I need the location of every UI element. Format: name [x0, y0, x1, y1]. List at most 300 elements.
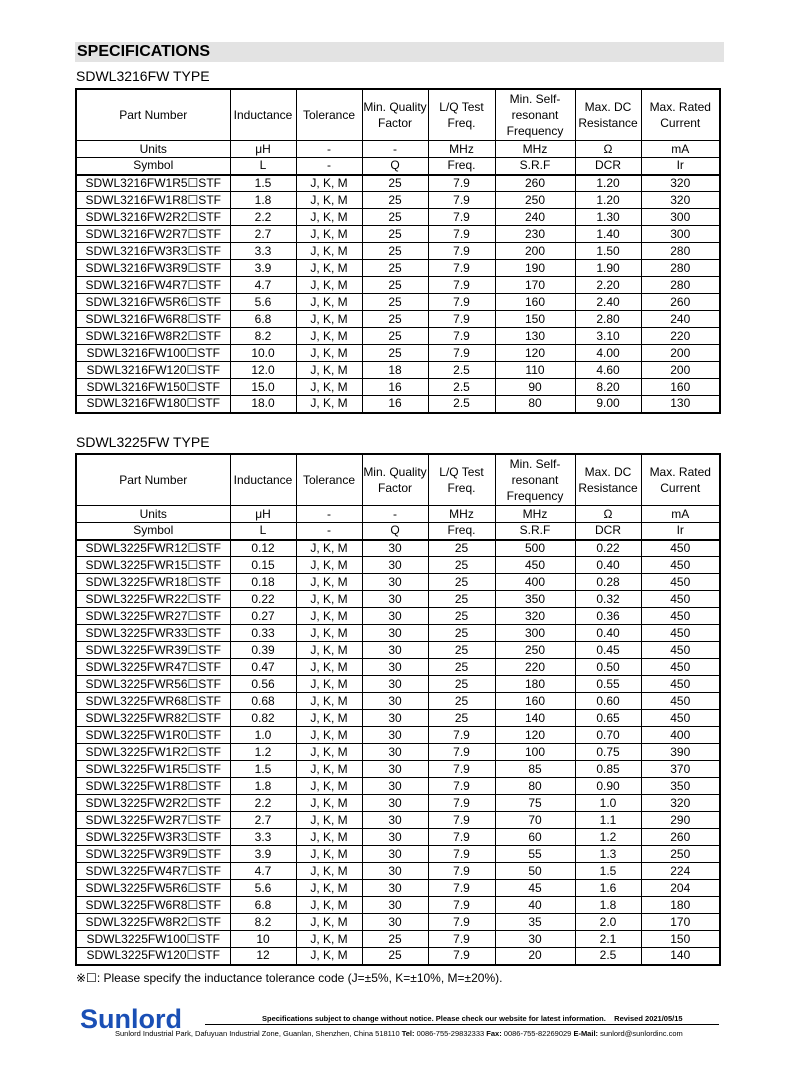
- table-cell: 450: [641, 591, 720, 608]
- table-cell: 30: [362, 914, 428, 931]
- table-cell: 200: [641, 345, 720, 362]
- table-cell: SDWL3225FWR18☐STF: [76, 574, 230, 591]
- table-cell: SDWL3225FW1R8☐STF: [76, 778, 230, 795]
- table-cell: 50: [495, 863, 575, 880]
- table-cell: μH: [230, 506, 296, 523]
- table-cell: 30: [362, 846, 428, 863]
- table-cell: 250: [495, 192, 575, 209]
- table-row: [76, 880, 720, 897]
- table-cell: SDWL3216FW2R7☐STF: [76, 226, 230, 243]
- column-header: L/Q Test Freq.: [428, 89, 495, 141]
- table-cell: S.R.F: [495, 158, 575, 175]
- table-cell: 7.9: [428, 931, 495, 948]
- table-cell: 7.9: [428, 948, 495, 965]
- table-cell: J, K, M: [296, 175, 362, 192]
- symbol-row: [76, 158, 720, 175]
- table-cell: Units: [76, 506, 230, 523]
- table-row: [76, 659, 720, 676]
- table-cell: SDWL3216FW100☐STF: [76, 345, 230, 362]
- table-cell: SDWL3225FWR82☐STF: [76, 710, 230, 727]
- table-cell: DCR: [575, 158, 641, 175]
- address-text: Sunlord Industrial Park, Dafuyuan Industrial Zone, Guanlan, Shenzhen, China 518110: [115, 1029, 400, 1038]
- table-cell: 45: [495, 880, 575, 897]
- table-cell: 230: [495, 226, 575, 243]
- table-cell: 25: [362, 345, 428, 362]
- table-cell: 220: [641, 328, 720, 345]
- table-cell: 25: [362, 311, 428, 328]
- table-cell: SDWL3216FW3R3☐STF: [76, 243, 230, 260]
- table-cell: 30: [362, 625, 428, 642]
- table-row: [76, 226, 720, 243]
- table-cell: 250: [641, 846, 720, 863]
- table-cell: Q: [362, 523, 428, 540]
- table-cell: J, K, M: [296, 277, 362, 294]
- table-cell: 80: [495, 396, 575, 413]
- table-cell: 2.2: [230, 209, 296, 226]
- table-cell: J, K, M: [296, 846, 362, 863]
- table-cell: 280: [641, 277, 720, 294]
- table-cell: 3.9: [230, 846, 296, 863]
- table-cell: 25: [362, 209, 428, 226]
- column-header: Min. Self-resonant Frequency: [495, 454, 575, 506]
- table-cell: J, K, M: [296, 693, 362, 710]
- table-cell: SDWL3225FWR33☐STF: [76, 625, 230, 642]
- table-cell: 450: [641, 540, 720, 557]
- table-cell: 350: [641, 778, 720, 795]
- table-cell: 200: [495, 243, 575, 260]
- table-cell: SDWL3225FW1R2☐STF: [76, 744, 230, 761]
- table-cell: J, K, M: [296, 540, 362, 557]
- table-cell: 10.0: [230, 345, 296, 362]
- table-cell: 25: [428, 710, 495, 727]
- footer-divider: [205, 1024, 719, 1025]
- table-cell: L: [230, 158, 296, 175]
- table-cell: J, K, M: [296, 914, 362, 931]
- table-cell: 7.9: [428, 914, 495, 931]
- table-row: [76, 846, 720, 863]
- table-cell: 25: [362, 931, 428, 948]
- table-cell: 25: [428, 608, 495, 625]
- table-cell: 30: [362, 744, 428, 761]
- table-cell: 4.7: [230, 277, 296, 294]
- sunlord-logo: Sunlord: [80, 1004, 182, 1034]
- tel-label: Tel:: [401, 1029, 415, 1038]
- units-row: [76, 141, 720, 158]
- table-cell: 30: [362, 608, 428, 625]
- table-cell: J, K, M: [296, 362, 362, 379]
- table-cell: S.R.F: [495, 523, 575, 540]
- table-cell: 1.20: [575, 192, 641, 209]
- table-cell: SDWL3216FW150☐STF: [76, 379, 230, 396]
- notice-text: Specifications subject to change without notice. Please check our website for latest information.: [262, 1014, 606, 1023]
- table-row: [76, 362, 720, 379]
- table-cell: SDWL3225FW4R7☐STF: [76, 863, 230, 880]
- fax-number: 0086-755-82269029: [503, 1029, 572, 1038]
- table-cell: J, K, M: [296, 243, 362, 260]
- table-cell: Q: [362, 158, 428, 175]
- table-cell: SDWL3225FW6R8☐STF: [76, 897, 230, 914]
- table-cell: 300: [495, 625, 575, 642]
- column-header: Max. Rated Current: [641, 454, 720, 506]
- table-cell: J, K, M: [296, 778, 362, 795]
- table-cell: 3.10: [575, 328, 641, 345]
- table-cell: 150: [495, 311, 575, 328]
- table-row: [76, 574, 720, 591]
- column-header: Max. DC Resistance: [575, 89, 641, 141]
- table-cell: 2.1: [575, 931, 641, 948]
- table-cell: 0.39: [230, 642, 296, 659]
- table-cell: 0.70: [575, 727, 641, 744]
- table-cell: 1.90: [575, 260, 641, 277]
- table-cell: 7.9: [428, 761, 495, 778]
- table-row: [76, 897, 720, 914]
- table-cell: 204: [641, 880, 720, 897]
- table-cell: SDWL3225FWR12☐STF: [76, 540, 230, 557]
- table-cell: 2.80: [575, 311, 641, 328]
- table-cell: 3.9: [230, 260, 296, 277]
- units-row: [76, 506, 720, 523]
- table-cell: 16: [362, 379, 428, 396]
- table-cell: 390: [641, 744, 720, 761]
- table-cell: J, K, M: [296, 345, 362, 362]
- table-cell: 10: [230, 931, 296, 948]
- table-cell: J, K, M: [296, 192, 362, 209]
- table-cell: 2.5: [428, 396, 495, 413]
- table-cell: SDWL3225FW3R3☐STF: [76, 829, 230, 846]
- table-cell: Symbol: [76, 158, 230, 175]
- table-cell: 1.30: [575, 209, 641, 226]
- spec-table-3225: [75, 453, 721, 966]
- table-cell: 4.60: [575, 362, 641, 379]
- table-cell: 7.9: [428, 209, 495, 226]
- table-row: [76, 345, 720, 362]
- table-cell: 1.3: [575, 846, 641, 863]
- table-cell: 70: [495, 812, 575, 829]
- table-row: [76, 795, 720, 812]
- table-cell: 240: [641, 311, 720, 328]
- table-cell: 30: [362, 557, 428, 574]
- table-cell: Ir: [641, 523, 720, 540]
- table-cell: 140: [495, 710, 575, 727]
- table-cell: 0.56: [230, 676, 296, 693]
- table-cell: 30: [362, 591, 428, 608]
- table-cell: SDWL3225FW100☐STF: [76, 931, 230, 948]
- table-row: [76, 540, 720, 557]
- table-cell: 0.15: [230, 557, 296, 574]
- table-cell: 25: [362, 294, 428, 311]
- table-cell: 1.8: [230, 192, 296, 209]
- table-cell: 250: [495, 642, 575, 659]
- table-cell: 7.9: [428, 778, 495, 795]
- table-cell: 500: [495, 540, 575, 557]
- email-address: sunlord@sunlordinc.com: [600, 1029, 683, 1038]
- table-cell: J, K, M: [296, 880, 362, 897]
- table-cell: SDWL3225FW8R2☐STF: [76, 914, 230, 931]
- table-cell: 7.9: [428, 863, 495, 880]
- table-cell: 7.9: [428, 846, 495, 863]
- table-cell: J, K, M: [296, 642, 362, 659]
- table-cell: 25: [428, 557, 495, 574]
- table-cell: 25: [362, 243, 428, 260]
- table-cell: 25: [428, 642, 495, 659]
- table-cell: J, K, M: [296, 328, 362, 345]
- table-cell: 450: [641, 642, 720, 659]
- table-cell: MHz: [495, 141, 575, 158]
- table-cell: 200: [641, 362, 720, 379]
- table-cell: 25: [362, 328, 428, 345]
- table-cell: 25: [362, 260, 428, 277]
- table-cell: 3.3: [230, 243, 296, 260]
- table-cell: 2.2: [230, 795, 296, 812]
- table-cell: 25: [428, 540, 495, 557]
- table-cell: 2.0: [575, 914, 641, 931]
- table-cell: Ir: [641, 158, 720, 175]
- table-cell: 30: [362, 778, 428, 795]
- table-cell: 25: [362, 226, 428, 243]
- table-cell: -: [296, 506, 362, 523]
- table-cell: J, K, M: [296, 863, 362, 880]
- table-row: [76, 863, 720, 880]
- table-cell: 12.0: [230, 362, 296, 379]
- table-cell: J, K, M: [296, 557, 362, 574]
- table-cell: 0.40: [575, 625, 641, 642]
- column-header: Tolerance: [296, 89, 362, 141]
- table-cell: -: [362, 506, 428, 523]
- table-cell: 7.9: [428, 277, 495, 294]
- table-cell: J, K, M: [296, 396, 362, 413]
- table-cell: 450: [641, 710, 720, 727]
- table-row: [76, 812, 720, 829]
- table-cell: J, K, M: [296, 625, 362, 642]
- column-header: Inductance: [230, 454, 296, 506]
- table-cell: 40: [495, 897, 575, 914]
- table-row: [76, 642, 720, 659]
- table-cell: 100: [495, 744, 575, 761]
- table-row: [76, 710, 720, 727]
- table-cell: -: [296, 141, 362, 158]
- table-cell: 30: [362, 897, 428, 914]
- column-header: Min. Quality Factor: [362, 454, 428, 506]
- table-cell: 450: [641, 659, 720, 676]
- column-header: Min. Quality Factor: [362, 89, 428, 141]
- fax-label: Fax:: [486, 1029, 502, 1038]
- table-cell: 0.32: [575, 591, 641, 608]
- table-cell: SDWL3216FW8R2☐STF: [76, 328, 230, 345]
- table-cell: 0.60: [575, 693, 641, 710]
- table-cell: 170: [495, 277, 575, 294]
- table-cell: Freq.: [428, 158, 495, 175]
- tel-number: 0086-755-29832333: [416, 1029, 485, 1038]
- table-cell: 3.3: [230, 829, 296, 846]
- table-cell: 180: [641, 897, 720, 914]
- table-cell: SDWL3225FWR47☐STF: [76, 659, 230, 676]
- table-cell: 15.0: [230, 379, 296, 396]
- table-cell: SDWL3225FWR68☐STF: [76, 693, 230, 710]
- table-cell: J, K, M: [296, 574, 362, 591]
- table-cell: SDWL3216FW120☐STF: [76, 362, 230, 379]
- table-cell: J, K, M: [296, 795, 362, 812]
- table-cell: 1.6: [575, 880, 641, 897]
- table-cell: 2.5: [428, 379, 495, 396]
- table-cell: SDWL3225FWR56☐STF: [76, 676, 230, 693]
- table-cell: 30: [362, 829, 428, 846]
- table-cell: J, K, M: [296, 260, 362, 277]
- table-row: [76, 931, 720, 948]
- table-row: [76, 727, 720, 744]
- table-cell: 0.36: [575, 608, 641, 625]
- table-cell: J, K, M: [296, 311, 362, 328]
- table-row: [76, 277, 720, 294]
- table-cell: J, K, M: [296, 710, 362, 727]
- table-cell: 20: [495, 948, 575, 965]
- table-row: [76, 328, 720, 345]
- table-cell: 224: [641, 863, 720, 880]
- table-cell: 160: [495, 294, 575, 311]
- table-row: [76, 209, 720, 226]
- table-cell: J, K, M: [296, 948, 362, 965]
- table-cell: 30: [362, 574, 428, 591]
- table-cell: 25: [428, 591, 495, 608]
- table-cell: 2.7: [230, 812, 296, 829]
- table-cell: 1.20: [575, 175, 641, 192]
- table-cell: 0.40: [575, 557, 641, 574]
- table-cell: 80: [495, 778, 575, 795]
- table-row: [76, 761, 720, 778]
- table-cell: 9.00: [575, 396, 641, 413]
- table-cell: 0.47: [230, 659, 296, 676]
- table-cell: J, K, M: [296, 591, 362, 608]
- table-cell: DCR: [575, 523, 641, 540]
- table-cell: SDWL3225FW1R5☐STF: [76, 761, 230, 778]
- table-cell: 0.45: [575, 642, 641, 659]
- table-cell: J, K, M: [296, 209, 362, 226]
- table-cell: 25: [362, 192, 428, 209]
- column-header: Part Number: [76, 454, 230, 506]
- table-cell: 2.5: [428, 362, 495, 379]
- table-cell: mA: [641, 141, 720, 158]
- table-cell: 2.5: [575, 948, 641, 965]
- table-row: [76, 676, 720, 693]
- table-row: [76, 192, 720, 209]
- table-cell: J, K, M: [296, 897, 362, 914]
- table-cell: 7.9: [428, 311, 495, 328]
- table-cell: J, K, M: [296, 761, 362, 778]
- table-cell: 7.9: [428, 744, 495, 761]
- column-header: L/Q Test Freq.: [428, 454, 495, 506]
- table-cell: 25: [362, 948, 428, 965]
- table-cell: Ω: [575, 506, 641, 523]
- tolerance-note: ※☐: Please specify the inductance tolerance code (J=±5%, K=±10%, M=±20%).: [76, 971, 503, 985]
- table-row: [76, 557, 720, 574]
- table-cell: Freq.: [428, 523, 495, 540]
- table-cell: 1.5: [230, 761, 296, 778]
- table-cell: 450: [641, 608, 720, 625]
- table-cell: 7.9: [428, 294, 495, 311]
- table-cell: J, K, M: [296, 659, 362, 676]
- table-cell: 450: [641, 693, 720, 710]
- table-cell: 0.65: [575, 710, 641, 727]
- table-cell: 7.9: [428, 795, 495, 812]
- table-cell: 30: [362, 727, 428, 744]
- table-cell: 6.8: [230, 897, 296, 914]
- table-cell: 35: [495, 914, 575, 931]
- table-cell: 2.40: [575, 294, 641, 311]
- table-cell: J, K, M: [296, 226, 362, 243]
- table-cell: 240: [495, 209, 575, 226]
- table-cell: 260: [641, 829, 720, 846]
- table-cell: 7.9: [428, 897, 495, 914]
- table-cell: 1.2: [230, 744, 296, 761]
- table-cell: SDWL3225FW120☐STF: [76, 948, 230, 965]
- table-cell: 8.20: [575, 379, 641, 396]
- table-row: [76, 591, 720, 608]
- table-cell: SDWL3216FW1R5☐STF: [76, 175, 230, 192]
- table-cell: 25: [428, 574, 495, 591]
- column-header: Min. Self-resonant Frequency: [495, 89, 575, 141]
- table-cell: 400: [495, 574, 575, 591]
- table-cell: 1.8: [230, 778, 296, 795]
- table-cell: 0.50: [575, 659, 641, 676]
- table-cell: 85: [495, 761, 575, 778]
- section-title: SPECIFICATIONS: [75, 42, 724, 62]
- table-row: [76, 260, 720, 277]
- table-cell: 5.6: [230, 880, 296, 897]
- table-cell: 260: [495, 175, 575, 192]
- table-cell: SDWL3225FWR27☐STF: [76, 608, 230, 625]
- table-cell: 18.0: [230, 396, 296, 413]
- table-row: [76, 396, 720, 413]
- table-row: [76, 744, 720, 761]
- table-cell: 7.9: [428, 192, 495, 209]
- table-cell: 320: [641, 795, 720, 812]
- table-cell: 7.9: [428, 880, 495, 897]
- table-cell: 25: [428, 625, 495, 642]
- table-cell: 260: [641, 294, 720, 311]
- table-cell: 0.33: [230, 625, 296, 642]
- table-cell: 0.55: [575, 676, 641, 693]
- table-cell: Units: [76, 141, 230, 158]
- table-cell: 6.8: [230, 311, 296, 328]
- table-cell: SDWL3216FW4R7☐STF: [76, 277, 230, 294]
- table-cell: -: [296, 158, 362, 175]
- table-cell: 0.22: [575, 540, 641, 557]
- table-cell: 7.9: [428, 226, 495, 243]
- table-cell: 30: [362, 795, 428, 812]
- table-cell: MHz: [495, 506, 575, 523]
- table-cell: SDWL3225FW3R9☐STF: [76, 846, 230, 863]
- table-cell: 4.7: [230, 863, 296, 880]
- table-cell: 450: [641, 676, 720, 693]
- table-cell: 7.9: [428, 175, 495, 192]
- table-cell: 300: [641, 209, 720, 226]
- table-cell: 350: [495, 591, 575, 608]
- table-row: [76, 311, 720, 328]
- table-cell: 8.2: [230, 328, 296, 345]
- table-cell: 140: [641, 948, 720, 965]
- table-cell: 18: [362, 362, 428, 379]
- column-header: Part Number: [76, 89, 230, 141]
- table-row: [76, 175, 720, 192]
- table-cell: 120: [495, 345, 575, 362]
- table-cell: 0.28: [575, 574, 641, 591]
- table-cell: 450: [641, 557, 720, 574]
- table-cell: SDWL3216FW5R6☐STF: [76, 294, 230, 311]
- table-cell: 1.1: [575, 812, 641, 829]
- table-cell: 0.22: [230, 591, 296, 608]
- table-cell: 25: [428, 659, 495, 676]
- table-cell: 120: [495, 727, 575, 744]
- table-row: [76, 625, 720, 642]
